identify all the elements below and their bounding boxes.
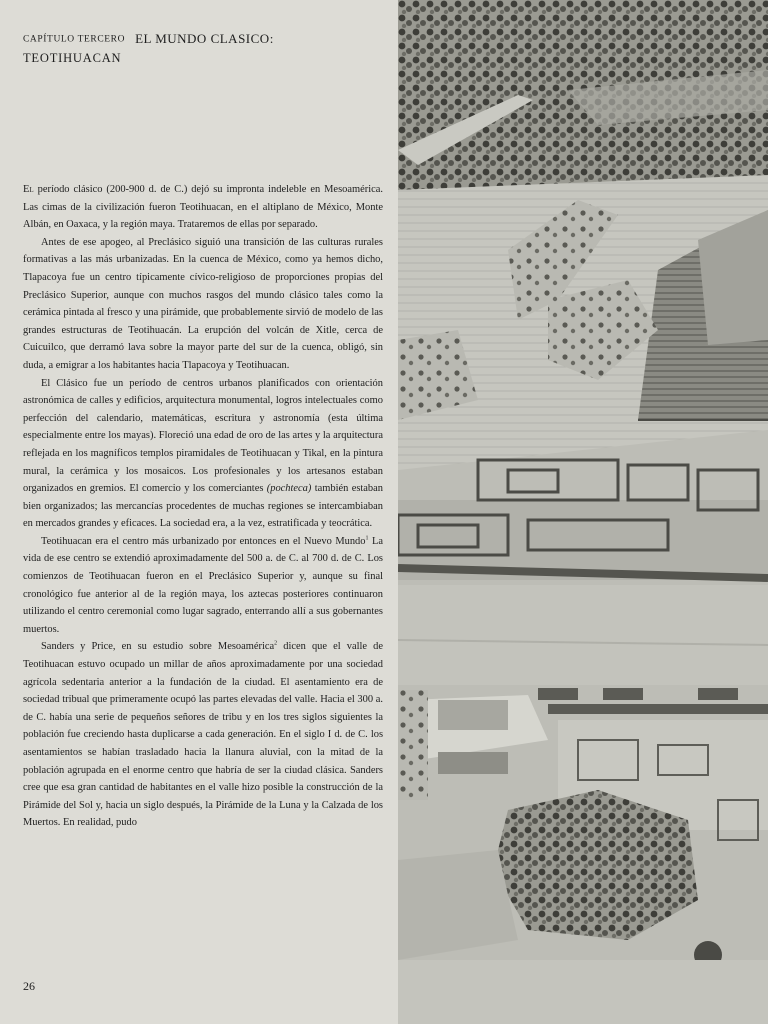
paragraph-text: período clásico (200-900 d. de C.) dejó su impronta indeleble en Mesoamérica. Las cimas de la civilización fueron Teotihuacan, en el altiplano de México, Monte Albán, en Oaxaca, y la región maya. Trataremos de ellas por separado.	[23, 184, 383, 231]
body-text	[23, 181, 383, 832]
chapter-subtitle: TEOTIHUACAN	[23, 51, 122, 65]
paragraph-text: Sanders y Price, en su estudio sobre Mesoamérica	[41, 641, 275, 653]
chapter-title: EL MUNDO CLASICO:	[135, 31, 274, 47]
paragraph-2: Antes de ese apogeo, al Preclásico siguió una transición de las culturas rurales formativas a las más urbanizadas. En la cuenca de México, como ya hemos dicho, Tlapacoya fue un centro típicamente cívico-religioso de proporciones propias del Preclásico Superior, aunque con muchos rasgos del mundo clásico tales como la cerámica pintada al fresco y una pirámide, que probablemente sirvió de modelo de las grandes estructuras de Teotihuacán. La erupción del volcán de Xitle, cerca de Cuicuilco, que derramó lava sobre la mayor parte del sur de la cuenca, obligó, sin duda, a emigrar a los habitantes hacia Tlapacoya y Teotihuacan.	[23, 236, 383, 371]
paragraph-4	[23, 533, 383, 639]
footnote-ref-2[interactable]: 2	[274, 640, 278, 647]
paragraph-text: dicen que el valle de Teotihuacan estuvo ocupado un millar de años aproximadamente por una sociedad agrícola sedentaria anterior a la fundación de la ciudad. El asentamiento era de sociedad tribual que primeramente ocupó las partes elevadas del valle. Hacia el 300 a. de C. había una serie de pequeños señores de tribu y en los tres siglos siguientes la población fue creciendo hasta duplicarse a cada generación. En el siglo I d. de C. los asentamientos se habían trasladado hacia la llanura aluvial, con la mitad de la población agrupada en el enorme centro que habría de ser la ciudad clásica. Sanders cree que esa gran cantidad de habitantes en el valle hizo posible la construcción de la Pirámide del Sol y, hacia un siglo después, la Pirámide de la Luna y la Calzada de los Muertos. En realidad, pudo	[23, 641, 383, 829]
paragraph-text: Teotihuacan era el centro más urbanizado por entonces en el Nuevo Mundo	[41, 535, 366, 547]
chapter-label: CAPÍTULO TERCERO	[23, 34, 126, 45]
page-number: 26	[23, 979, 35, 993]
paragraph-lead: El	[23, 184, 34, 195]
paragraph-text: también estaban bien organizados; las mercancías procedentes de muchas regiones se intercambiaban en mercados grandes y eficaces. La sociedad era, a la vez, estratificada y teocrática.	[23, 483, 384, 530]
paragraph-1	[23, 181, 383, 234]
italic-term: (pochteca)	[266, 483, 312, 495]
footnote-ref-1[interactable]: 1	[365, 535, 369, 542]
chapter-header	[23, 30, 393, 66]
paragraph-text: El Clásico fue un período de centros urbanos planificados con orientación astronómica de calles y edificios, arquitectura monumental, logros intelectuales como perfección del calendario, matemáticas, escritura y astronomía (esta última especialmente entre los mayas). Floreció una edad de oro de las artes y la arquitectura reflejada en los magníficos templos piramidales de Teotihuacan y Tikal, en la pintura mural, la cerámica y los mosaicos. Los profesionales y los artesanos estaban organizados en gremios. El comercio y los comerciantes	[23, 377, 383, 495]
paragraph-5	[23, 638, 383, 832]
aerial-photo-drawing	[398, 0, 768, 1024]
paragraph-text: La vida de ese centro se extendió aproximadamente del 500 a. de C. al 700 d. de C. Los comienzos de Teotihuacan fueron en el Preclásico Superior y, aunque su final cronológico fue anterior al de la región maya, los aztecas posteriores continuaron utilizando el centro ceremonial como lugar sagrado, enterrando allí a sus gobernantes muertos.	[23, 535, 383, 635]
aerial-photo-teotihuacan	[398, 0, 768, 1024]
paragraph-3	[23, 375, 383, 533]
